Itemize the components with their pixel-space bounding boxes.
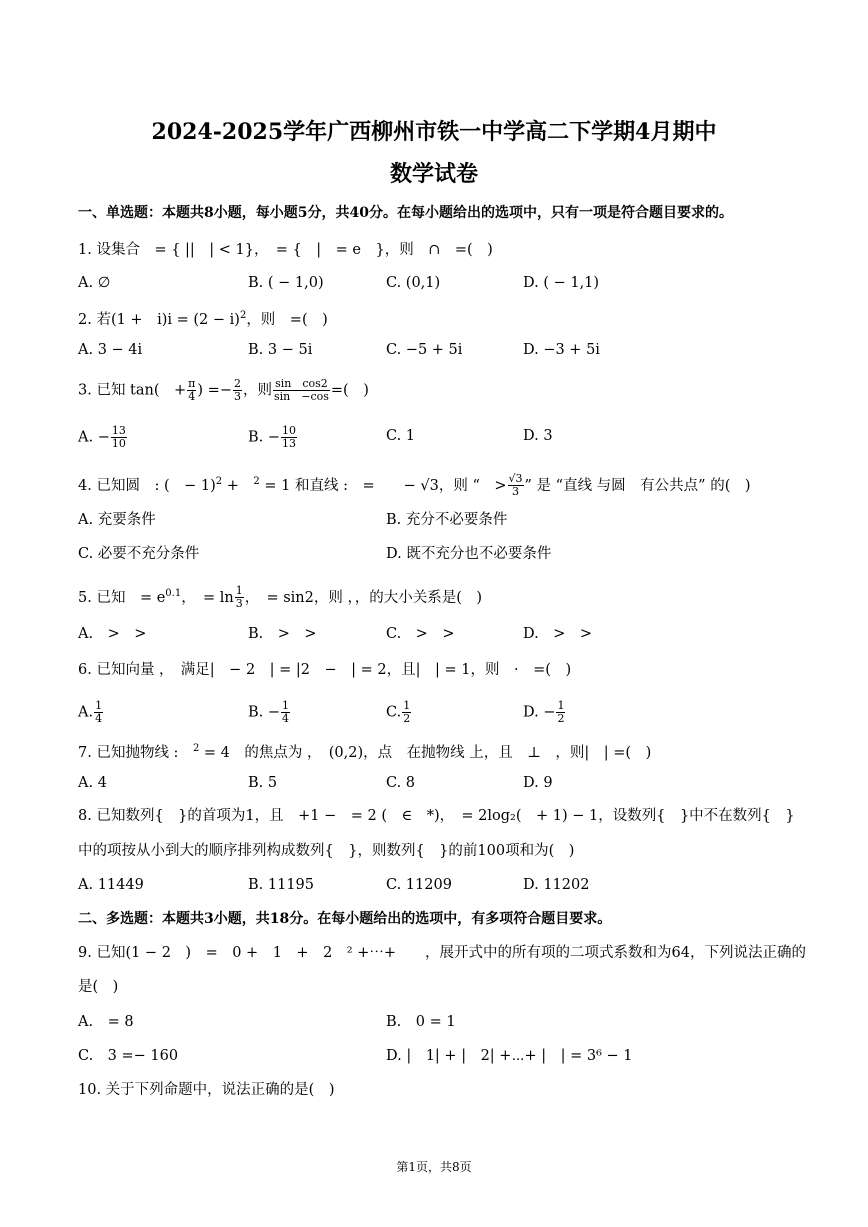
q5-option-b: B. > > — [248, 626, 317, 642]
q8-option-d: D. 11202 — [523, 877, 590, 893]
q3-frac-num: π — [188, 377, 196, 390]
q4-stem-part: ” 是 “直线 与圆 有公共点” 的( ) — [524, 477, 751, 494]
q7-stem-part: = 4 的焦点为 ， (0,2)，点 在抛物线 上，且 ⊥ ，则| | =( ) — [199, 744, 652, 761]
q6-option-c — [386, 700, 412, 725]
q3-fraction-pi-4 — [187, 378, 196, 403]
q3-fraction-2-3 — [233, 378, 242, 403]
q3-option-c: C. 1 — [386, 428, 416, 444]
q3-stem-part: ，则 — [242, 382, 272, 399]
q5-option-d: D. > > — [523, 626, 593, 642]
q4-option-d: D. 既不充分也不必要条件 — [386, 546, 552, 562]
q2-option-a: A. 3 − 4i — [78, 342, 143, 358]
question-7-stem — [78, 739, 651, 763]
q2-option-c: C. −5 + 5i — [386, 342, 463, 358]
q6-opt-b-fraction — [281, 700, 290, 725]
frac-den: 2 — [403, 712, 411, 725]
q9-option-d: D. | 1| + | 2| +⋯+ | | = 3⁶ − 1 — [386, 1048, 633, 1064]
q4-option-b: B. 充分不必要条件 — [386, 512, 508, 528]
q1-option-b: B. ( − 1,0) — [248, 275, 324, 291]
q3-frac-num: sin cos2 — [273, 378, 330, 391]
q3-stem-part: 3. 已知 tan( + — [78, 382, 187, 399]
q5-stem-part: 5. 已知 = e — [78, 589, 166, 606]
frac-den: 3 — [235, 597, 243, 611]
q2-stem-part: ，则 =( ) — [246, 311, 328, 328]
q2-option-d: D. −3 + 5i — [523, 342, 600, 358]
q9-option-a: A. = 8 — [78, 1014, 134, 1030]
q7-option-d: D. 9 — [523, 775, 553, 791]
frac-num: 1 — [235, 584, 243, 598]
q8-option-a: A. 11449 — [78, 877, 144, 893]
q5-option-c: C. > > — [386, 626, 455, 642]
q5-option-a: A. > > — [78, 626, 147, 642]
q3-opt-b-prefix: B. − — [248, 429, 281, 446]
frac-num: 1 — [282, 699, 290, 712]
q3-stem-part: =( ) — [330, 382, 369, 399]
frac-den: 13 — [282, 437, 297, 450]
q3-frac-den: 4 — [188, 390, 196, 403]
q9-option-c: C. 3 =− 160 — [78, 1048, 179, 1064]
frac-den: 4 — [95, 712, 103, 725]
q7-stem-part: 7. 已知抛物线 : — [78, 744, 193, 761]
q6-opt-a-fraction — [94, 700, 103, 725]
question-1-stem: 1. 设集合 = { || | < 1}， = { | = e }，则 ∩ =( ) — [78, 242, 493, 258]
section-heading-multiple-choice: 二、多选题：本题共3小题，共18分。在每小题给出的选项中，有多项符合题目要求。 — [78, 911, 612, 927]
q6-opt-c-fraction — [402, 700, 411, 725]
q3-option-d: D. 3 — [523, 428, 553, 444]
q3-fraction-expr — [273, 378, 330, 403]
page-subtitle: 数学试卷 — [389, 161, 478, 187]
question-8-stem-line1: 8. 已知数列{ }的首项为1，且 +1 − = 2 ( ∈ *)， = 2log₂( + 1) − 1，设数列{ }中不在数列{ } — [78, 808, 795, 824]
question-3-stem — [78, 378, 369, 403]
q4-fraction-root3-3 — [508, 473, 524, 498]
q6-opt-a-prefix: A. — [78, 704, 94, 721]
frac-den: 2 — [557, 712, 565, 725]
section-heading-single-choice: 一、单选题：本题共8小题，每小题5分，共40分。在每小题给出的选项中，只有一项是符合题目要求的。 — [78, 205, 733, 221]
q8-option-c: C. 11209 — [386, 877, 452, 893]
frac-num: 1 — [403, 699, 411, 712]
q2-stem-part: 2. 若(1 + i)i = (2 − i) — [78, 311, 240, 328]
question-5-stem — [78, 584, 482, 610]
q7-option-b: B. 5 — [248, 775, 278, 791]
q6-option-d — [523, 700, 566, 725]
q9-option-b: B. 0 = 1 — [386, 1014, 456, 1030]
q8-option-b: B. 11195 — [248, 877, 315, 893]
q3-frac-num: 2 — [233, 377, 241, 390]
frac-num: 13 — [111, 424, 126, 437]
q2-option-b: B. 3 − 5i — [248, 342, 313, 358]
frac-num: 1 — [557, 699, 565, 712]
q5-exponent: 0.1 — [165, 588, 182, 599]
q6-opt-c-prefix: C. — [386, 704, 402, 721]
question-10-stem: 10. 关于下列命题中，说法正确的是( ) — [78, 1082, 335, 1098]
frac-den: 10 — [111, 437, 126, 450]
q6-opt-d-prefix: D. − — [523, 704, 556, 721]
q3-stem-part: ) =− — [197, 382, 232, 399]
q6-option-a — [78, 700, 104, 725]
q5-stem-part: ， = sin2，则 ，，的大小关系是( ) — [244, 589, 483, 606]
question-9-stem-line2: 是( ) — [78, 979, 119, 995]
q4-option-a: A. 充要条件 — [78, 512, 156, 528]
q1-option-d: D. ( − 1,1) — [523, 275, 600, 291]
q4-stem-part: + — [222, 477, 254, 494]
q4-exponent: 2 — [215, 476, 223, 487]
q4-exponent: 2 — [253, 476, 260, 487]
q3-opt-a-prefix: A. − — [78, 429, 110, 446]
q7-option-c: C. 8 — [386, 775, 416, 791]
question-8-stem-line2: 中的项按从小到大的顺序排列构成数列{ }，则数列{ }的前100项和为( ) — [78, 843, 575, 859]
q3-opt-b-fraction — [281, 425, 297, 450]
q2-exponent: 2 — [239, 310, 247, 321]
q3-option-a — [78, 425, 128, 450]
question-6-stem: 6. 已知向量 ， 满足| − 2 | = |2 − | = 2，且| | = 1，则 · =( ) — [78, 662, 572, 678]
page-footer: 第1页，共8页 — [396, 1160, 472, 1174]
q7-exponent: 2 — [192, 743, 200, 754]
q5-stem-part: ， = ln — [181, 589, 234, 606]
q3-opt-a-fraction — [111, 425, 127, 450]
frac-num: 10 — [282, 424, 297, 437]
q4-stem-part: = 1 和直线 : = − √3，则 “ > — [259, 477, 507, 494]
question-4-stem — [78, 472, 751, 498]
q1-option-c: C. (0,1) — [386, 275, 441, 291]
frac-num: 1 — [95, 699, 103, 712]
question-9-stem-line1: 9. 已知(1 − 2 ) = 0 + 1 + 2 ² +⋯+ ，展开式中的所有项的二项式系数和为64，下列说法正确的 — [78, 945, 806, 961]
question-2-stem — [78, 306, 328, 330]
q3-option-b — [248, 425, 298, 450]
q4-stem-part: 4. 已知圆 : ( − 1) — [78, 477, 216, 494]
q1-option-a: A. ∅ — [78, 275, 111, 291]
frac-den: 4 — [282, 712, 290, 725]
q6-option-b — [248, 700, 291, 725]
q3-frac-den: sin −cos — [273, 390, 329, 403]
q5-fraction-1-3 — [235, 585, 244, 610]
frac-num: √3 — [508, 472, 523, 486]
q6-opt-b-prefix: B. − — [248, 704, 281, 721]
q4-option-c: C. 必要不充分条件 — [78, 546, 200, 562]
frac-den: 3 — [512, 485, 520, 499]
q7-option-a: A. 4 — [78, 775, 107, 791]
q3-frac-den: 3 — [233, 390, 241, 403]
page-title: 2024-2025学年广西柳州市铁一中学高二下学期4月期中 — [151, 119, 717, 145]
q6-opt-d-fraction — [556, 700, 565, 725]
